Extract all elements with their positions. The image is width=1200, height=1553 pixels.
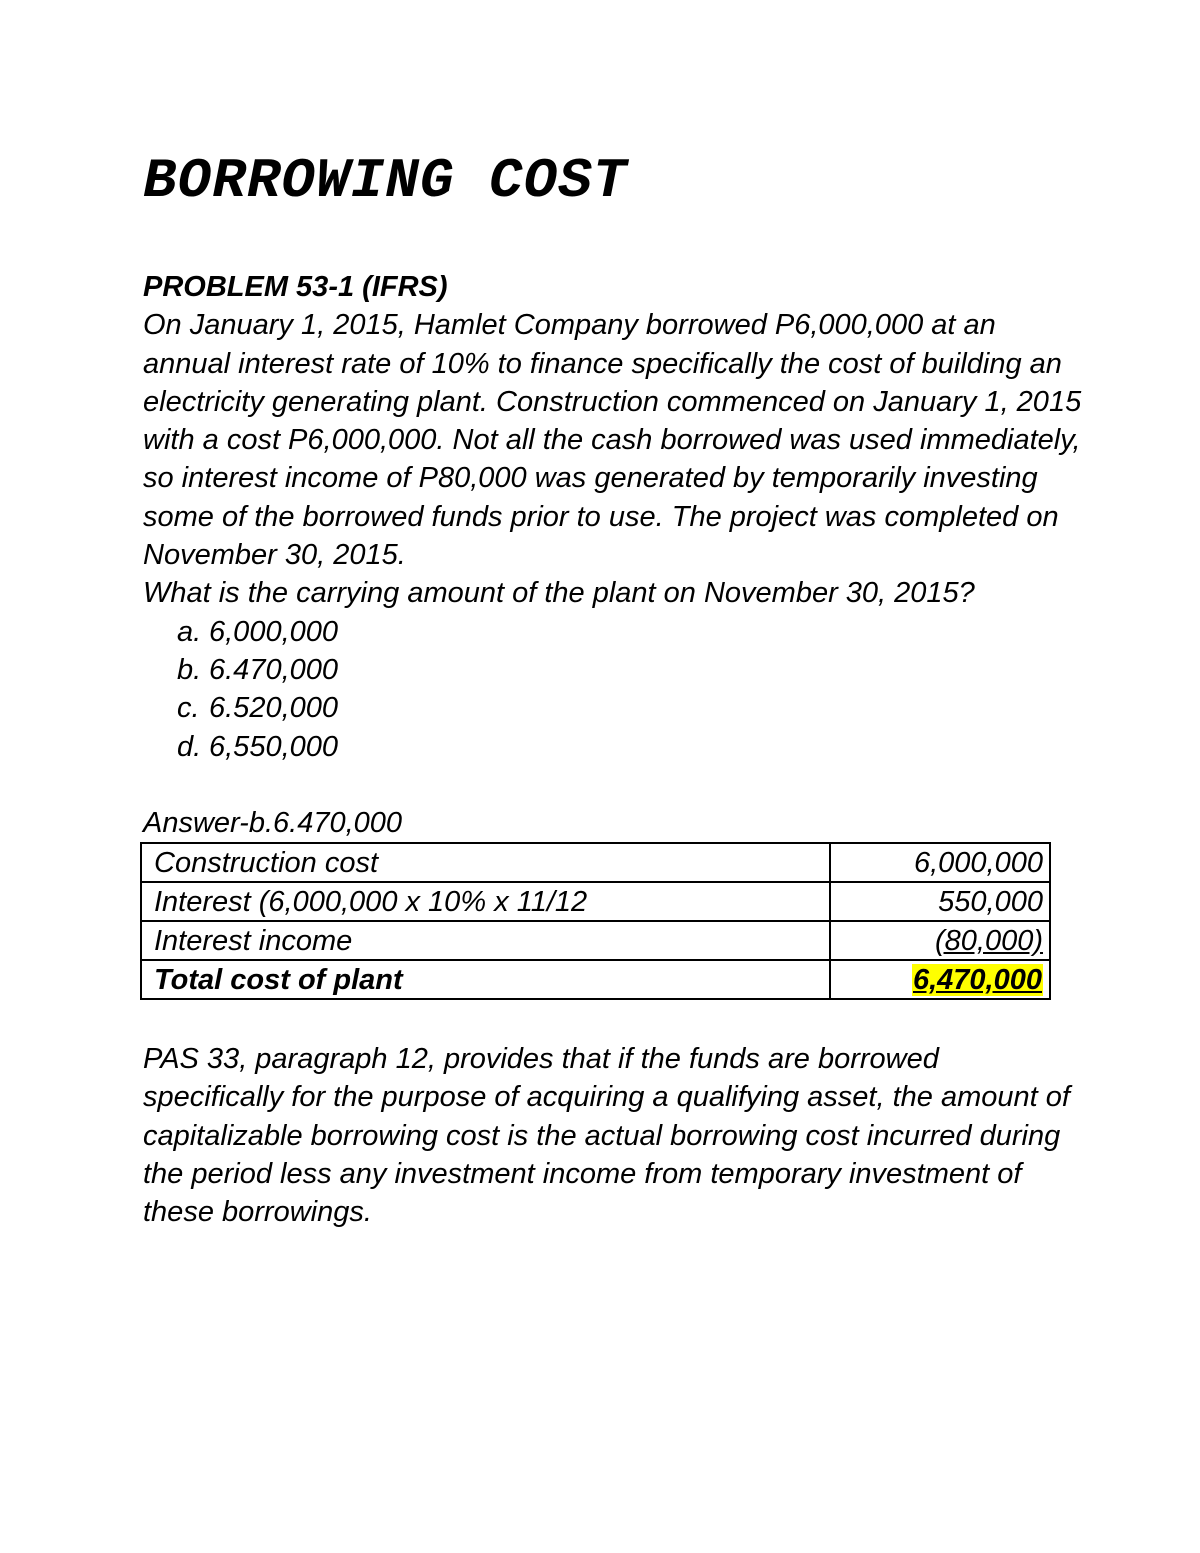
choice-item bbox=[143, 651, 1083, 689]
solution-table bbox=[140, 842, 1051, 1000]
total-amount-highlight: 6,470,000 bbox=[912, 963, 1042, 996]
problem-question: What is the carrying amount of the plant on November 30, 2015? bbox=[143, 577, 975, 610]
problem-text: On January 1, 2015, Hamlet Company borrowed P6,000,000 at an annual interest rate of 10% to finance specifically the cost of building an electricity generating plant. Construction commenced on January 1, 2015 with a cost P6,000,000. Not all the cash borrowed was used immediately, so interest income of P80,000 was generated by temporarily investing some of the borrowed funds prior to use. The project was completed on November 30, 2015. bbox=[143, 309, 1082, 572]
total-label: Total cost of plant bbox=[141, 960, 830, 999]
document-title: BORROWING COST bbox=[143, 149, 628, 213]
table-row bbox=[141, 921, 1050, 960]
spacer bbox=[143, 766, 1083, 804]
choice-value: 6.470,000 bbox=[209, 653, 339, 686]
row-amount: 6,000,000 bbox=[830, 843, 1050, 882]
table-row bbox=[141, 843, 1050, 882]
answer-line: Answer-b.6.470,000 bbox=[143, 806, 403, 839]
explanation-text: PAS 33, paragraph 12, provides that if the funds are borrowed specifically for the purpose of acquiring a qualifying asset, the amount of capitalizable borrowing cost is the actual borrowing cost incurred during the period less any investment income from temporary investment of these borrowings. bbox=[143, 1043, 1070, 1229]
choice-value: 6.520,000 bbox=[209, 692, 339, 725]
choice-value: 6,000,000 bbox=[209, 615, 339, 648]
choice-item bbox=[143, 728, 1083, 766]
problem-heading: PROBLEM 53-1 (IFRS) bbox=[143, 271, 448, 303]
answer-choices bbox=[143, 613, 1083, 766]
choice-item bbox=[143, 689, 1083, 727]
total-row bbox=[141, 960, 1050, 999]
row-amount: 550,000 bbox=[830, 882, 1050, 921]
problem-section bbox=[143, 268, 1083, 1232]
choice-letter: c. bbox=[177, 692, 200, 725]
row-label: Interest income bbox=[141, 921, 830, 960]
choice-value: 6,550,000 bbox=[209, 730, 339, 763]
table-row bbox=[141, 882, 1050, 921]
row-label: Interest (6,000,000 x 10% x 11/12 bbox=[141, 882, 830, 921]
choice-letter: d. bbox=[177, 730, 202, 763]
choice-item bbox=[143, 613, 1083, 651]
choice-letter: a. bbox=[177, 615, 202, 648]
row-amount bbox=[830, 921, 1050, 960]
total-amount-cell bbox=[830, 960, 1050, 999]
choice-letter: b. bbox=[177, 653, 202, 686]
row-label: Construction cost bbox=[141, 843, 830, 882]
amount-underlined: (80,000) bbox=[934, 924, 1043, 957]
